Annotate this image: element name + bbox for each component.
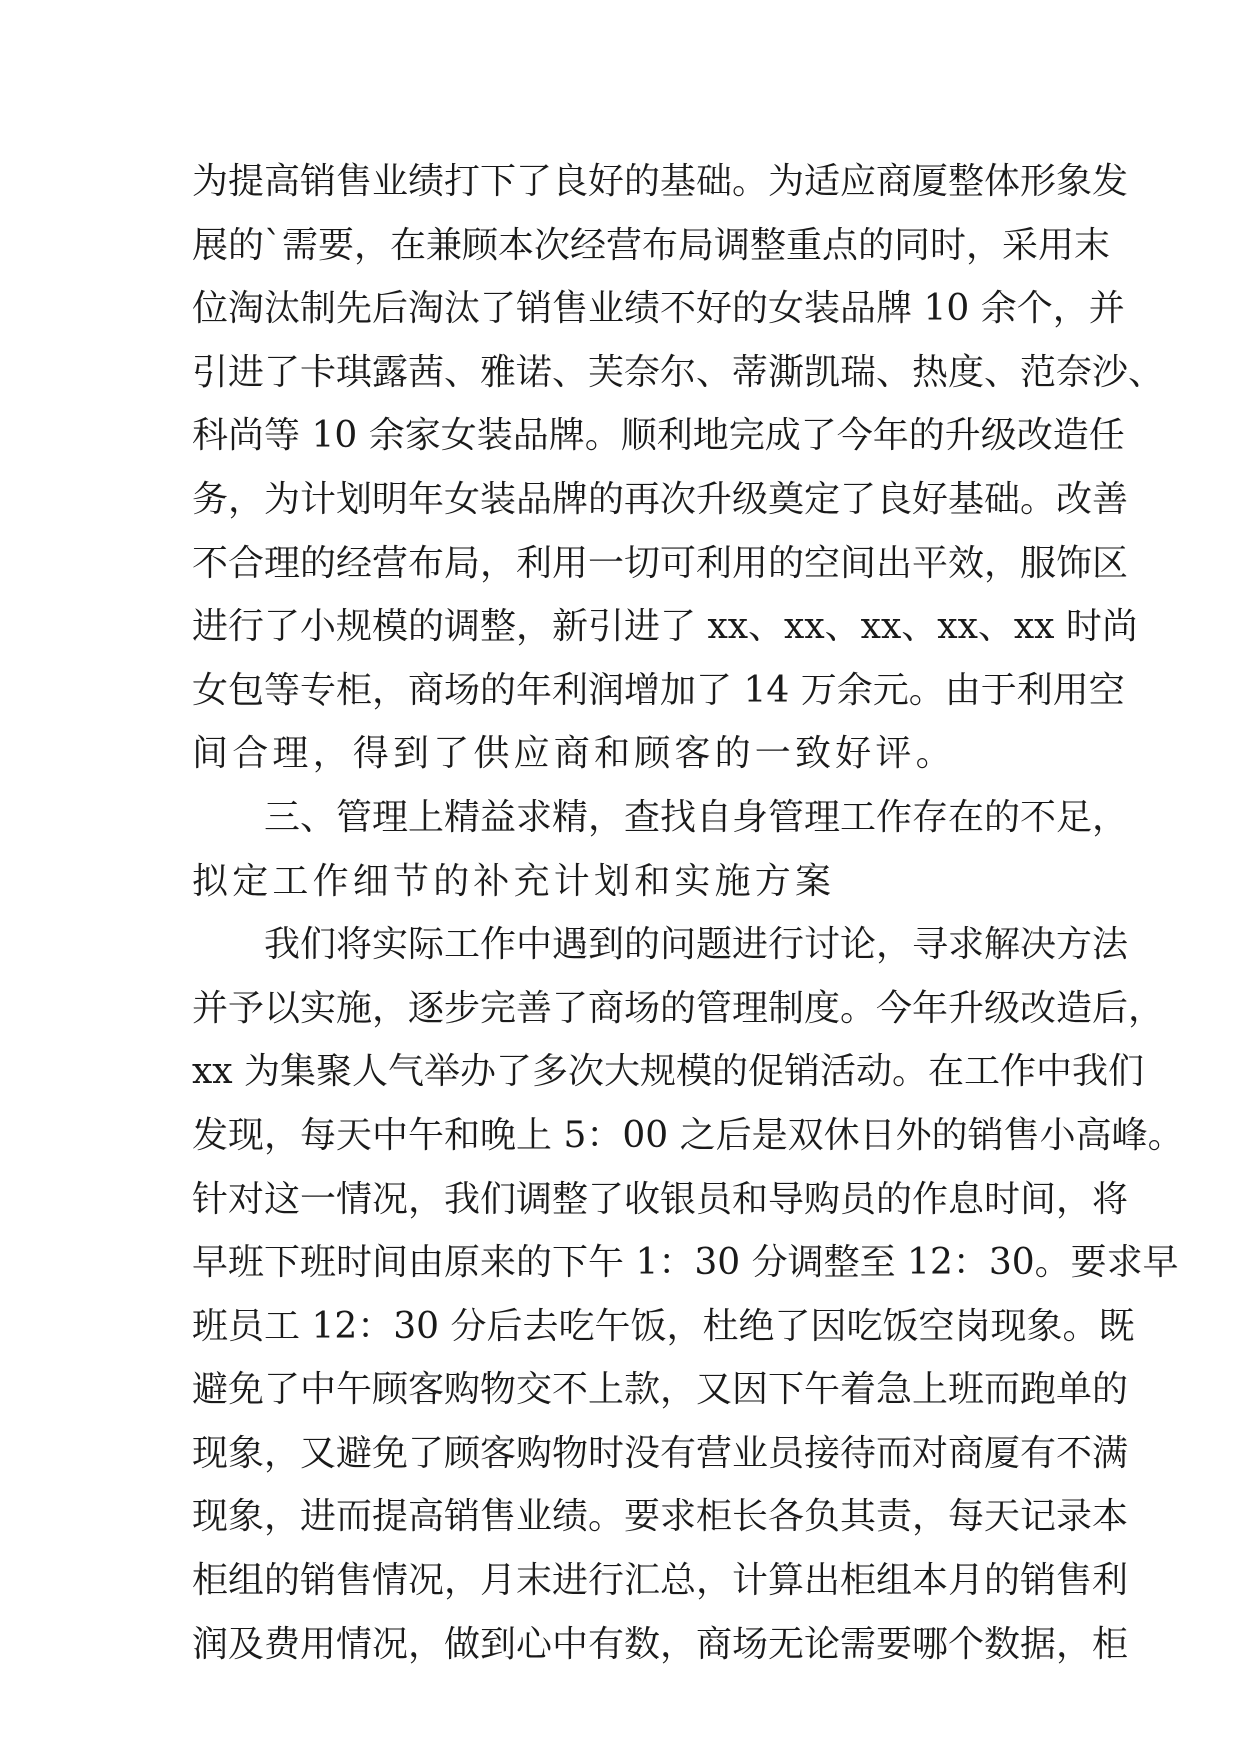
text-line: 展的`需要，在兼顾本次经营布局调整重点的同时，采用末 — [192, 224, 1111, 266]
text-line: 不合理的经营布局，利用一切可利用的空间出平效，服饰区 — [192, 542, 1129, 584]
text-line: 位淘汰制先后淘汰了销售业绩不好的女装品牌 10 余个，并 — [192, 288, 1125, 330]
text-line: 进行了小规模的调整，新引进了 xx、xx、xx、xx、xx 时尚 — [192, 606, 1138, 648]
section-heading-last-line: 拟定工作细节的补充计划和实施方案 — [192, 860, 836, 902]
text-line: 班员工 12：30 分后去吃午饭，杜绝了因吃饭空岗现象。既 — [192, 1305, 1135, 1347]
text-line: 为提高销售业绩打下了良好的基础。为适应商厦整体形象发 — [192, 161, 1129, 202]
text-line: 并予以实施，逐步完善了商场的管理制度。今年升级改造后， — [192, 987, 1165, 1029]
text-line: 早班下班时间由原来的下午 1：30 分调整至 12：30。要求早 — [192, 1242, 1179, 1284]
text-line: 现象，又避免了顾客购物时没有营业员接待而对商厦有不满 — [192, 1432, 1129, 1474]
body-text — [192, 150, 1184, 1676]
text-line: 科尚等 10 余家女装品牌。顺利地完成了今年的升级改造任 — [192, 415, 1125, 457]
text-line: 针对这一情况，我们调整了收银员和导购员的作息时间，将 — [192, 1178, 1129, 1220]
section-heading-line: 三、管理上精益求精，查找自身管理工作存在的不足， — [192, 796, 1129, 838]
text-line: 柜组的销售情况，月末进行汇总，计算出柜组本月的销售利 — [192, 1560, 1129, 1602]
text-line: 引进了卡琪露茜、雅诺、芙奈尔、蒂澌凯瑞、热度、范奈沙、 — [192, 351, 1165, 393]
text-line: xx 为集聚人气举办了多次大规模的促销活动。在工作中我们 — [192, 1051, 1145, 1093]
paragraph-first-line: 我们将实际工作中遇到的问题进行讨论，寻求解决方法 — [192, 924, 1129, 966]
text-line: 避免了中午顾客购物交不上款，又因下午着急上班而跑单的 — [192, 1369, 1129, 1411]
text-line: 现象，进而提高销售业绩。要求柜长各负其责，每天记录本 — [192, 1496, 1129, 1538]
text-line: 女包等专柜，商场的年利润增加了 14 万余元。由于利用空 — [192, 669, 1125, 711]
paragraph-last-line: 间合理，得到了供应商和顾客的一致好评。 — [192, 733, 956, 775]
text-line: 务，为计划明年女装品牌的再次升级奠定了良好基础。改善 — [192, 478, 1129, 520]
text-line: 发现，每天中午和晚上 5：00 之后是双休日外的销售小高峰。 — [192, 1114, 1184, 1156]
text-line: 润及费用情况，做到心中有数，商场无论需要哪个数据，柜 — [192, 1623, 1129, 1665]
